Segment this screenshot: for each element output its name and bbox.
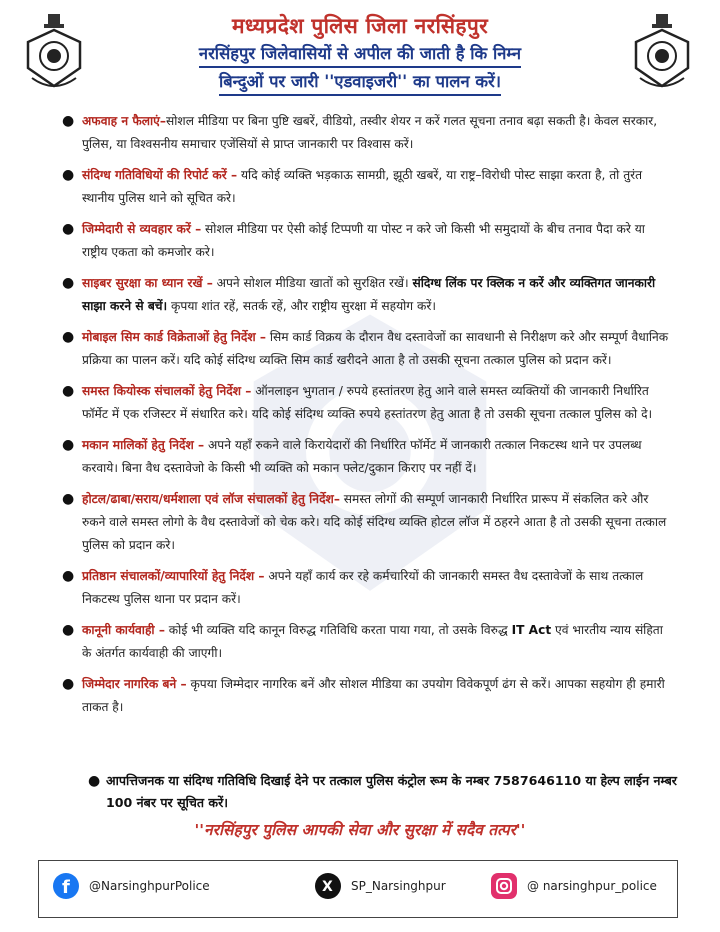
advisory-heading: साइबर सुरक्षा का ध्यान रखें – [82,276,213,290]
advisory-text: सिम कार्ड विक्रय के दौरान वैध दस्तावेजों का सावधानी से निरीक्षण करे और सम्पूर्ण वैधानिक प्रक्रिया का पालन करें। यदि कोई संदिग्ध व्यक्ति सिम कार्ड खरीदने आता है तो उसकी सूचना तत्काल पुलिस को प्रदान करें। [82,330,669,367]
bullet-icon: ● [62,568,75,584]
advisory-text: सोशल मीडिया पर ऐसी कोई टिप्पणी या पोस्ट न करे जो किसी भी समुदायों के बीच तनाव पैदा करे या राष्ट्रीय एकता को कमजोर करे। [82,222,645,259]
advisory-tail: एवं भारतीय न्याय संहिता के अंतर्गत कार्यवाही की जाएगी। [82,623,663,660]
bullet-icon: ● [62,221,75,237]
instagram-link[interactable] [491,873,657,899]
advisory-item [60,619,672,665]
bullet-icon: ● [62,275,75,291]
helpline-note-text: आपत्तिजनक या संदिग्ध गतिविधि दिखाई देने पर तत्काल पुलिस कंट्रोल रूम के नम्बर 7587646110 या हेल्प लाईन नम्बर 100 नंबर पर सूचित करें। [106,773,677,810]
bullet-icon: ● [62,676,75,692]
advisory-item [60,218,672,264]
advisory-emphasis: संदिग्ध लिंक पर क्लिक न करें और व्यक्तिगत जानकारी साझा करने से बचें। [82,276,656,313]
advisory-list [60,110,672,727]
advisory-text: ऑनलाइन भुगतान / रुपये हस्तांतरण हेतु आने वाले समस्त व्यक्तियों की जानकारी निर्धारित फॉर्मेट में एक रजिस्टर में संधारित करे। यदि कोई संदिग्ध व्यक्ति रुपये हस्तांतरण हेतु आता है तो उसकी सूचना तत्काल पुलिस को दे। [82,384,653,421]
instagram-icon [491,873,517,899]
mp-police-emblem-left [22,12,86,92]
advisory-text: कृपया जिम्मेदार नागरिक बनें और सोशल मीडिया का उपयोग विवेकपूर्ण ढंग से करें। आपका सहयोग ही हमारी ताकत है। [82,677,665,714]
advisory-item [60,488,672,557]
bullet-icon: ● [62,167,75,183]
advisory-item [60,380,672,426]
advisory-text: अपने यहाँ कार्य कर रहे कर्मचारियों की जानकारी समस्त वैध दस्तावेजों के साथ तत्काल निकटस्थ पुलिस थाना पर प्रदान करें। [82,569,644,606]
advisory-text: यदि कोई व्यक्ति भड़काऊ सामग्री, झूठी खबरें, या राष्ट्र–विरोधी पोस्ट साझा करता है, तो तुरंत स्थानीय पुलिस थाने को सूचित करे। [82,168,643,205]
advisory-item [60,164,672,210]
bullet-icon: ● [88,773,101,789]
advisory-text: समस्त लोगों की सम्पूर्ण जानकारी निर्धारित प्रारूप में संकलित करे और रुकने वाले समस्त लोगो के वैध दस्तावेजों को चेक करे। यदि कोई संदिग्ध व्यक्ति होटल लॉज में ठहरने आता है तो उसकी सूचना तत्काल पुलिस को प्रदान करे। [82,492,667,552]
advisory-text: सोशल मीडिया पर बिना पुष्टि खबरें, वीडियो, तस्वीर शेयर न करें गलत सूचना तनाव बढ़ा सकती है। केवल सरकार, पुलिस, या विश्वसनीय समाचार एजेंसियों से प्राप्त जानकारी पर विश्वास करें। [82,114,658,151]
subtitle-line-1: नरसिंहपुर जिलेवासियों से अपील की जाती है कि निम्न [199,42,521,68]
advisory-heading: जिम्मेदारी से व्यवहार करें – [82,222,202,236]
facebook-link[interactable] [53,873,210,899]
bullet-icon: ● [62,113,75,129]
bullet-icon: ● [62,622,75,638]
advisory-item [60,565,672,611]
advisory-heading: संदिग्ध गतिविधियों की रिपोर्ट करें – [82,168,238,182]
advisory-heading: कानूनी कार्यवाही – [82,623,165,637]
subtitle-line-2: बिन्दुओं पर जारी ''एडवाइजरी'' का पालन करें। [219,70,501,96]
mp-police-emblem-right [630,12,694,92]
advisory-heading: जिम्मेदार नागरिक बने – [82,677,187,691]
svg-text:f: f [62,877,70,898]
svg-text:X: X [322,879,333,895]
advisory-heading: समस्त कियोस्क संचालकों हेतु निर्देश – [82,384,252,398]
advisory-item [60,110,672,156]
advisory-item [60,272,672,318]
advisory-emphasis: IT Act [511,623,552,637]
header [100,12,620,96]
social-footer [38,860,678,918]
bullet-icon: ● [62,383,75,399]
advisory-text: अपने यहाँ रुकने वाले किरायेदारों की निर्धारित फॉर्मेट में जानकारी तत्काल निकटस्थ थाने पर उपलब्ध करवाये। बिना वैध दस्तावेजो के किसी भी व्यक्ति को मकान फ्लेट/दुकान किराए पर नहीं दें। [82,438,642,475]
advisory-heading: मकान मालिकों हेतु निर्देश – [82,438,205,452]
bullet-icon: ● [62,491,75,507]
x-icon [315,873,341,899]
slogan: ''नरसिंहपुर पुलिस आपकी सेवा और सुरक्षा में सदैव तत्पर'' [194,821,526,839]
x-link[interactable] [315,873,446,899]
advisory-heading: मोबाइल सिम कार्ड विक्रेताओं हेतु निर्देश – [82,330,267,344]
facebook-handle: @NarsinghpurPolice [89,879,210,893]
bullet-icon: ● [62,437,75,453]
advisory-item [60,673,672,719]
advisory-text: अपने सोशल मीडिया खातों को सुरक्षित रखें। [212,276,413,290]
facebook-icon [53,873,79,899]
advisory-item [60,434,672,480]
helpline-note [88,770,696,814]
advisory-text: कोई भी व्यक्ति यदि कानून विरुद्ध गतिविधि करता पाया गया, तो उसके विरुद्ध [164,623,512,637]
x-handle: SP_Narsinghpur [351,879,446,893]
advisory-tail: कृपया शांत रहें, सतर्क रहें, और राष्ट्रीय सुरक्षा में सहयोग करें। [167,299,436,313]
advisory-heading: प्रतिष्ठान संचालकों/व्यापारियों हेतु निर्देश – [82,569,265,583]
page-title: मध्यप्रदेश पुलिस जिला नरसिंहपुर [232,14,488,38]
bullet-icon: ● [62,329,75,345]
advisory-heading: होटल/ढाबा/सराय/धर्मशाला एवं लॉज संचालकों हेतु निर्देश– [82,492,340,506]
advisory-heading: अफवाह न फैलाएं– [82,114,167,128]
instagram-handle: @ narsinghpur_police [527,879,657,893]
advisory-item [60,326,672,372]
